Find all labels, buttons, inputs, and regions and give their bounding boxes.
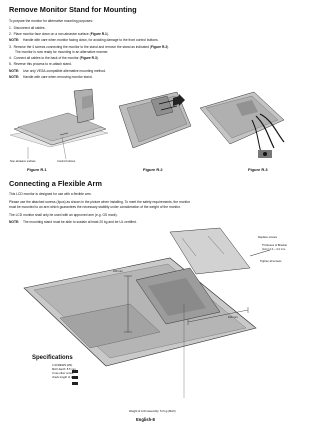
label-non-abrasive-surface: Non-abrasive surface: [10, 160, 36, 163]
note-text: Handle with care when removing monitor stand.: [22, 75, 93, 79]
label-tighten-screws: Tighten all screws: [260, 260, 282, 263]
spec-line-screws: 4 SCREWS (M4): [52, 364, 73, 367]
step-number: 2.: [9, 32, 12, 36]
step-tail: ).: [167, 45, 170, 49]
figure-ref: Figure R.2: [151, 45, 168, 49]
step-3-line2: The monitor is now ready for mounting in an alternative manner.: [15, 50, 109, 54]
label-dimension-horizontal: 100 mm: [228, 316, 238, 319]
specifications-title: Specifications: [32, 355, 73, 361]
caption-figure-r2: Figure R.2: [143, 167, 163, 172]
label-bracket-thickness-value: (Arm) 2.0 ~ 3.2 mm: [262, 248, 286, 251]
note-mounting-stand: [9, 220, 137, 225]
section-title-flexible-arm: Connecting a Flexible Arm: [9, 179, 102, 188]
spec-line-other-screw: If use other screw,: [52, 372, 74, 375]
note-front-buttons: [9, 38, 159, 43]
step-text: Connect all cables to the back of the monitor (: [13, 56, 81, 60]
note-stand-care: [9, 75, 93, 80]
label-bracket-thickness: Thickness of Bracket: [262, 244, 287, 247]
note-label: NOTE:: [9, 38, 20, 42]
arm-screws-text-line1: Please use the attached screws (4pcs) as shown in the picture when installing. To meet the safety requirements, the monitor: [9, 200, 190, 204]
caption-figure-r1: Figure R.1: [27, 167, 47, 172]
label-dimension-vertical: 100 mm: [113, 270, 123, 273]
figure-ref: Figure R.3: [80, 56, 97, 60]
spec-line-check-length: check length of screw.: [52, 376, 79, 379]
step-text: Place monitor face down on a non-abrasive surface (: [13, 32, 91, 36]
note-text: Handle with care when monitor facing down, for avoiding damage to the front control buttons.: [22, 38, 159, 42]
figure-r1-illustration: [8, 85, 113, 165]
note-vesa: [9, 69, 106, 74]
spec-line-max-depth: MAX depth: 8.5 mm: [52, 368, 76, 371]
intro-text: To prepare the monitor for alternative mounting purposes:: [9, 19, 93, 23]
section-title-remove-stand: Remove Monitor Stand for Mounting: [9, 5, 137, 14]
label-control-buttons: Control buttons: [57, 160, 76, 163]
arm-intro-text: This LCD monitor is designed for use with a flexible arm.: [9, 192, 92, 196]
note-text: Use only VESA-compatible alternative mounting method.: [22, 69, 106, 73]
label-replace-screws: Replace screws: [258, 236, 277, 239]
step-number: 3.: [9, 45, 12, 49]
step-number: 4.: [9, 56, 12, 60]
arm-screws-text-line2: must be mounted to an arm which guarantees the necessary stability under consideration of the weight of the monitor.: [9, 205, 181, 209]
step-1: [9, 26, 45, 31]
caption-figure-r3: Figure R.3: [248, 167, 268, 172]
step-text: Disconnect all cables.: [13, 26, 46, 30]
figure-r3-illustration: [196, 86, 291, 164]
step-tail: ).: [106, 32, 109, 36]
note-text: The mounting stand must be able to sustain at least 20 kg and be UL certified.: [22, 220, 137, 224]
note-label: NOTE:: [9, 220, 20, 224]
note-label: NOTE:: [9, 75, 20, 79]
step-text: Remove the 4 screws connecting the monitor to the stand and remove the stand as indicated (: [13, 45, 152, 49]
step-3: [9, 45, 169, 50]
figure-r2-illustration: [115, 86, 195, 164]
figure-ref: Figure R.1: [90, 32, 107, 36]
label-lcd-weight: Weight of LCD assembly: 5.0 kg (MAX): [129, 410, 176, 413]
page-footer: English-8: [136, 417, 155, 422]
step-4: [9, 56, 99, 61]
flexible-arm-illustration: [20, 228, 288, 408]
step-number: 1.: [9, 26, 12, 30]
note-label: NOTE:: [9, 69, 20, 73]
step-number: 5.: [9, 62, 12, 66]
step-text: Reverse this process to re-attach stand.: [13, 62, 72, 66]
step-5: [9, 62, 72, 67]
step-2: [9, 32, 109, 37]
step-tail: ).: [96, 56, 99, 60]
arm-approved-text: The LCD monitor shall only be used with an approved arm (e.g. GS mark).: [9, 213, 118, 217]
